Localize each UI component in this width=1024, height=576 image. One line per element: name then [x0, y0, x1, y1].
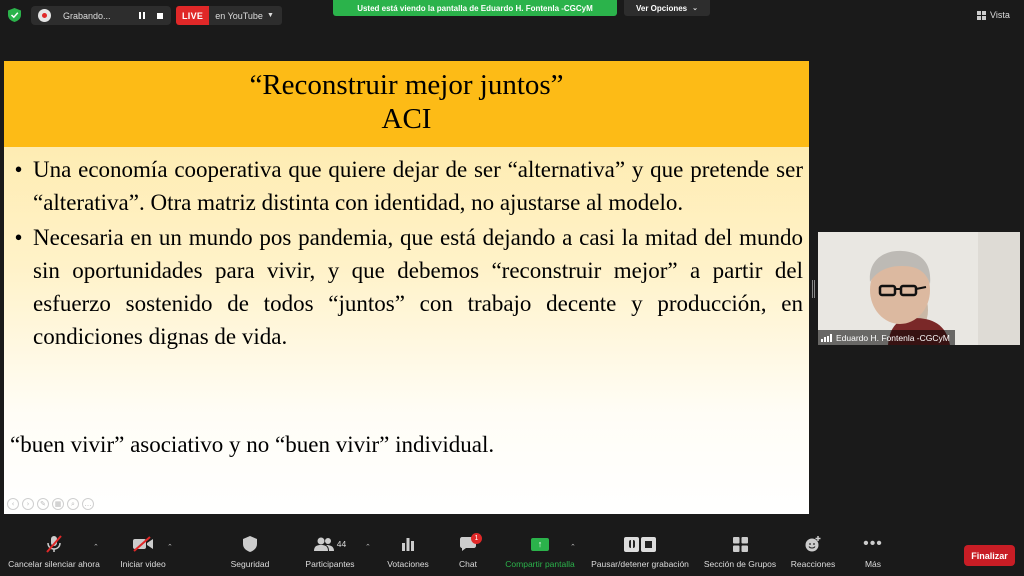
view-layout-label: Vista: [990, 10, 1010, 20]
mute-button[interactable]: [4, 531, 104, 576]
participants-label: Participantes: [305, 559, 355, 569]
participants-count: 44: [336, 539, 347, 549]
security-button[interactable]: [225, 531, 275, 576]
view-options-button[interactable]: [624, 0, 710, 16]
end-meeting-button[interactable]: Finalizar: [964, 545, 1015, 566]
bullet-mark: •: [14, 225, 23, 250]
live-destination-label: en YouTube: [215, 10, 263, 21]
start-video-button[interactable]: [112, 531, 174, 576]
shared-slide: [4, 61, 809, 514]
slide-navigation-tools: [7, 498, 94, 510]
participant-name-tag: [818, 330, 955, 345]
view-options-label: Ver Opciones: [635, 3, 688, 13]
participants-icon: [314, 537, 334, 551]
shield-icon: [243, 536, 257, 552]
slides-overview-icon[interactable]: ▦: [52, 498, 64, 510]
recording-label: Grabando...: [63, 10, 111, 21]
stop-icon: [157, 13, 163, 19]
participant-video-feed: [818, 232, 1020, 345]
security-label: Seguridad: [230, 559, 270, 569]
meeting-toolbar: [0, 531, 1024, 576]
grid-view-icon: [977, 11, 986, 20]
polls-button[interactable]: [383, 531, 433, 576]
slide-footnote: “buen vivir” asociativo y no “buen vivir” individual.: [10, 432, 495, 457]
panel-resize-handle[interactable]: [812, 280, 815, 298]
reactions-button[interactable]: [788, 531, 838, 576]
live-badge: LIVE: [176, 6, 209, 25]
participants-options-chevron-icon[interactable]: ⌃: [365, 544, 371, 551]
meeting-top-bar: [0, 0, 1024, 30]
chat-label: Chat: [459, 559, 477, 569]
chevron-down-icon: ⌄: [692, 5, 698, 12]
zoom-icon[interactable]: ⌕: [67, 498, 79, 510]
breakout-rooms-icon: [733, 537, 748, 552]
mute-label: Cancelar silenciar ahora: [8, 559, 100, 569]
pause-icon: [624, 537, 639, 552]
pause-stop-recording-button[interactable]: [588, 531, 692, 576]
chat-button[interactable]: [449, 531, 487, 576]
breakout-rooms-button[interactable]: [700, 531, 780, 576]
audio-options-chevron-icon[interactable]: ⌃: [93, 544, 99, 551]
reactions-label: Reacciones: [790, 559, 836, 569]
share-screen-button[interactable]: [500, 531, 580, 576]
previous-slide-icon[interactable]: ‹: [7, 498, 19, 510]
stop-recording-button[interactable]: [151, 7, 169, 24]
bullet-text: Una economía cooperativa que quiere dejar de ser “alternativa” y que pretende ser “alterativa”. Otra matriz distinta con identidad, no ajustarse al modelo.: [33, 157, 803, 215]
more-label: Más: [864, 559, 882, 569]
share-screen-label: Compartir pantalla: [505, 559, 575, 569]
slide-bullet: [4, 221, 803, 353]
slide-subtitle: ACI: [381, 103, 432, 135]
security-shield-icon[interactable]: [8, 8, 21, 22]
breakout-rooms-label: Sección de Grupos: [703, 559, 777, 569]
pen-icon[interactable]: ✎: [37, 498, 49, 510]
more-button[interactable]: [858, 531, 888, 576]
share-screen-icon: ↑: [531, 538, 549, 551]
smiley-plus-icon: [805, 536, 821, 552]
pause-stop-recording-label: Pausar/detener grabación: [591, 559, 689, 569]
slide-bullet-list: [4, 147, 809, 353]
recording-indicator: [31, 6, 171, 25]
more-options-icon[interactable]: …: [82, 498, 94, 510]
stop-icon: [641, 537, 656, 552]
chevron-down-icon: ▼: [266, 12, 274, 19]
live-stream-control[interactable]: [176, 6, 282, 25]
screen-share-banner: Usted está viendo la pantalla de Eduardo H. Fontenla -CGCyM: [333, 0, 617, 16]
connection-signal-icon: [821, 334, 832, 342]
microphone-muted-icon: [46, 535, 62, 553]
bullet-text: Necesaria en un mundo pos pandemia, que está dejando a casi la mitad del mundo sin oportunidades para vivir, y que debemos “reconstruir mejor” a partir del esfuerzo sostenido de todos “juntos” con trabajo decente y producción, en condiciones dignas de vida.: [33, 225, 803, 349]
next-slide-icon[interactable]: ›: [22, 498, 34, 510]
slide-bullet: [4, 153, 803, 219]
pause-icon: [139, 12, 145, 19]
participants-button[interactable]: [300, 531, 360, 576]
view-layout-button[interactable]: [977, 5, 1010, 25]
polls-label: Votaciones: [387, 559, 429, 569]
slide-header: [4, 61, 809, 147]
video-options-chevron-icon[interactable]: ⌃: [167, 544, 173, 551]
bar-chart-icon: [401, 537, 415, 551]
video-camera-off-icon: [132, 536, 154, 552]
chat-unread-badge: 1: [471, 533, 482, 544]
pause-recording-button[interactable]: [133, 7, 151, 24]
start-video-label: Iniciar video: [120, 559, 166, 569]
bullet-mark: •: [14, 157, 23, 182]
participant-video-tile[interactable]: [818, 232, 1020, 345]
share-options-chevron-icon[interactable]: ⌃: [570, 544, 576, 551]
slide-title: “Reconstruir mejor juntos”: [249, 69, 564, 101]
recording-icon: [38, 9, 51, 22]
participant-name: Eduardo H. Fontenla -CGCyM: [836, 332, 950, 343]
more-dots-icon: •••: [863, 535, 883, 552]
